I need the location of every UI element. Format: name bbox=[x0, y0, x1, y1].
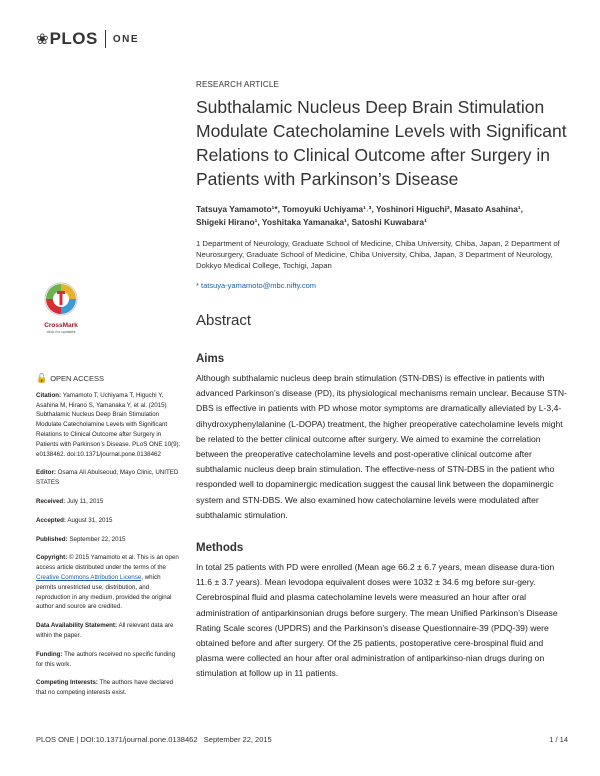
data-availability-label: Data Availability Statement: bbox=[36, 622, 118, 630]
crossmark-sub: click for updates bbox=[46, 329, 76, 334]
copyright-label: Copyright: bbox=[36, 554, 68, 562]
methods-heading: Methods bbox=[196, 542, 244, 555]
published-label: Published: bbox=[36, 535, 68, 543]
published-date: September 22, 2015 bbox=[69, 535, 126, 543]
footer-journal: PLOS ONE bbox=[36, 735, 75, 744]
funding-block bbox=[36, 650, 182, 670]
logo-divider bbox=[105, 30, 106, 48]
author-line-2: Shigeki Hirano¹, Yoshitaka Yamanaka¹, Satoshi Kuwabara¹ bbox=[196, 217, 427, 227]
page-number: 1 / 14 bbox=[549, 735, 568, 744]
competing-interests-text: The authors have declared that no competing interests exist. bbox=[36, 679, 174, 697]
copyright-text-rest: , which permits unrestricted use, distribution, and reproduction in any medium, provided the original author and source are credited. bbox=[36, 573, 172, 611]
crossmark-icon bbox=[44, 282, 78, 316]
funding-text: The authors received no specific funding for this work. bbox=[36, 650, 176, 668]
article-sidebar bbox=[36, 374, 182, 707]
received-block bbox=[36, 497, 182, 507]
citation-text: Yamamoto T, Uchiyama T, Higuchi Y, Asahina M, Hirano S, Yamanaka Y, et al. (2015) Subthalamic Nucleus Deep Brain Stimulation Modulate Catecholamine Levels with Significant Relations to Clinical Outcome after Surgery in Patients with Parkinson’s Disease. PLoS ONE 10(9): e0138462. doi:10.1371/journal.pone.0138462 bbox=[36, 391, 181, 458]
copyright-block bbox=[36, 553, 182, 612]
corresponding-email-link[interactable]: * tatsuya-yamamoto@mbc.nifty.com bbox=[196, 281, 317, 290]
aims-body: Although subthalamic nucleus deep brain stimulation (STN-DBS) is effective in patients with advanced Parkinson’s disease (PD), its physiological mechanisms remain unclear. Because STN-DBS is effective in patients with PD whose motor symptoms are dramatically alleviated by L-3,4-dihydroxyphenylalanine (L-DOPA) treatment, the higher preoperative catecholamine levels might be related to the better clinical outcome after surgery. We aimed to examine the correlation between the preoperative catecholamine levels and post-operative clinical outcome after subthalamic nucleus deep brain stimulation. The effective-ness of STN-DBS in the patient who responded well to dopaminergic medication suggest the causal link between the dopaminergic system and STN-DBS. We also examined how catecholamine levels were modulated after subthalamic stimulation. bbox=[196, 373, 567, 520]
footer-doi: DOI:10.1371/journal.pone.0138462 bbox=[80, 735, 198, 744]
journal-subname: ONE bbox=[112, 33, 140, 45]
citation-block bbox=[36, 391, 182, 460]
published-block bbox=[36, 535, 182, 545]
accepted-date: August 31, 2015 bbox=[67, 516, 113, 524]
plos-logo-icon: ❀ bbox=[36, 31, 48, 48]
received-label: Received: bbox=[36, 497, 66, 505]
journal-name: PLOS bbox=[49, 29, 98, 48]
crossmark-label: CrossMark bbox=[44, 322, 78, 329]
abstract-heading: Abstract bbox=[196, 312, 252, 329]
journal-logo[interactable] bbox=[36, 28, 139, 50]
page-footer bbox=[36, 735, 568, 744]
citation-label: Citation: bbox=[36, 391, 62, 399]
footer-date: September 22, 2015 bbox=[203, 735, 272, 744]
editor-label: Editor: bbox=[36, 469, 56, 477]
competing-interests-label: Competing Interests: bbox=[36, 679, 98, 687]
aims-heading: Aims bbox=[196, 353, 225, 365]
open-lock-icon: 🔓 bbox=[36, 373, 48, 383]
received-date: July 11, 2015 bbox=[66, 497, 104, 505]
copyright-text: © 2015 Yamamoto et al. This is an open access article distributed under the terms of the bbox=[36, 554, 179, 572]
open-access-badge bbox=[36, 374, 182, 384]
article-title: Subthalamic Nucleus Deep Brain Stimulation Modulate Catecholamine Levels with Significant Relations to Clinical Outcome after Surgery in Patients with Parkinson’s Disease bbox=[196, 97, 567, 189]
footer-separator: | bbox=[76, 735, 79, 744]
affiliations: 1 Department of Neurology, Graduate School of Medicine, Chiba University, Chiba, Japan, 2 Department of Neurosurgery, Graduate School of Medicine, Chiba University, Chiba, Japan, 3 Department of Neurology, Dokkyo Medical College, Tochigi, Japan bbox=[196, 239, 560, 270]
license-link[interactable]: Creative Commons Attribution License bbox=[36, 573, 142, 581]
open-access-label: OPEN ACCESS bbox=[50, 374, 104, 383]
accepted-label: Accepted: bbox=[36, 516, 66, 524]
data-availability-block bbox=[36, 621, 182, 641]
editor-text: Osama Ali Abulseoud, Mayo Clinic, UNITED STATES bbox=[36, 469, 179, 487]
crossmark-badge[interactable] bbox=[36, 282, 86, 334]
data-availability-text: All relevant data are within the paper. bbox=[36, 622, 174, 639]
accepted-block bbox=[36, 516, 182, 526]
main-column bbox=[196, 80, 568, 701]
footer-citation bbox=[36, 735, 272, 744]
article-type: RESEARCH ARTICLE bbox=[196, 80, 280, 89]
methods-body: In total 25 patients with PD were enrolled (Mean age 66.2 ± 6.7 years, mean disease dura-tion 11.6 ± 3.7 years). Mean levodopa equivalent doses were 1032 ± 34.6 mg before sur-gery. Cerebrospinal fluid and plasma catecholamine levels were measured an hour after oral administration of antiparkinsonian drugs before surgery. The mean Unified Parkinson’s Disease Rating Scale scores (UPDRS) and the Parkinson’s disease Questionnaire-39 (PDQ-39) were obtained before and after surgery. Of the 25 patients, postoperative cere-brospinal fluid and plasma were collected an hour after oral administration of antiparkinso-nian drugs during on stimulation at follow up in 11 patients. bbox=[196, 562, 558, 679]
editor-block bbox=[36, 468, 182, 488]
competing-interests-block bbox=[36, 678, 182, 698]
author-list bbox=[196, 203, 568, 229]
author-line-1: Tatsuya Yamamoto¹*, Tomoyuki Uchiyama¹˒³, Yoshinori Higuchi², Masato Asahina¹, bbox=[196, 204, 523, 214]
funding-label: Funding: bbox=[36, 650, 63, 658]
